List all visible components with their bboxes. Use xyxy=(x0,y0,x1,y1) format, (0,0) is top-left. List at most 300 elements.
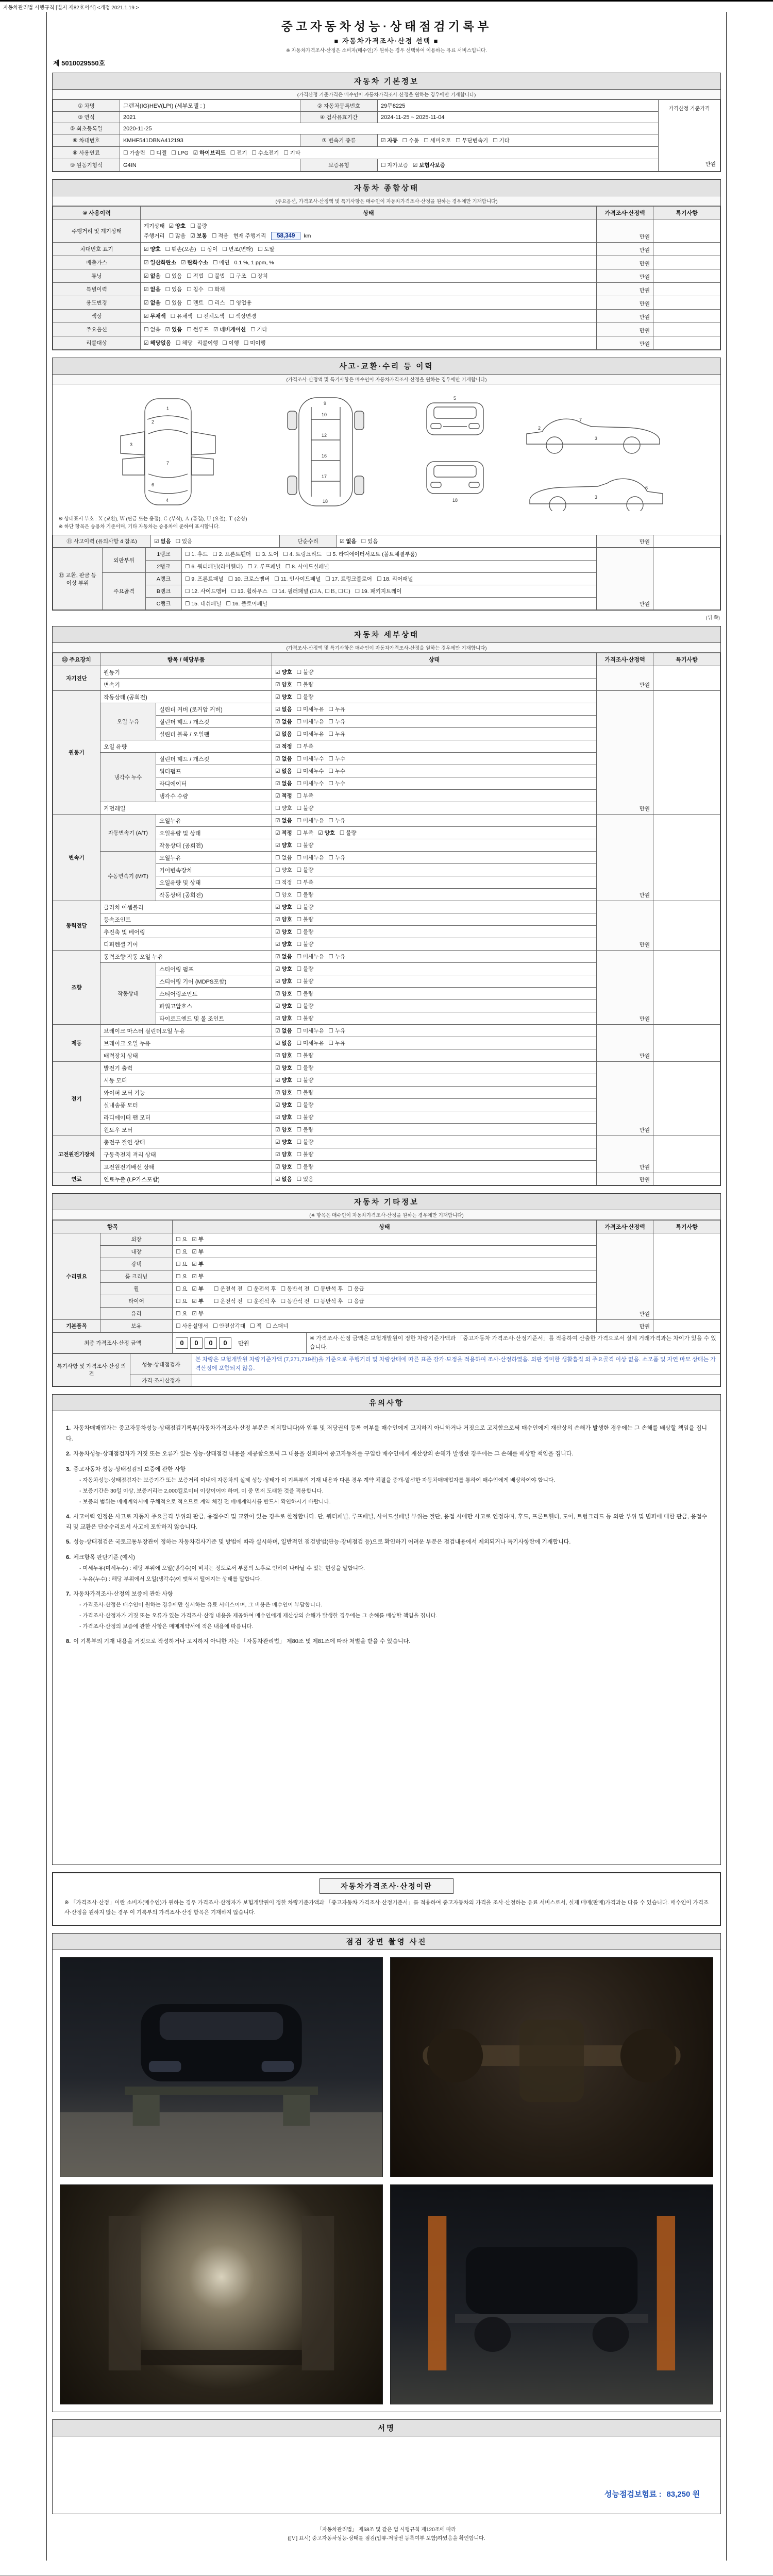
inspection-photo-rear-lift xyxy=(390,2184,713,2404)
checkbox-option[interactable]: ☐ 누수 xyxy=(328,756,346,762)
checkbox-option[interactable]: ☐ 불량 xyxy=(296,966,314,973)
checkbox-option[interactable]: ☐ 안전삼각대 xyxy=(213,1323,246,1330)
checkbox-option[interactable]: ☐ 불량 xyxy=(296,1077,314,1084)
checkbox-option[interactable]: ☐ 19. 패키지트레이 xyxy=(355,588,402,595)
checkbox-group xyxy=(144,246,279,252)
part-state xyxy=(272,815,597,827)
checkbox-option[interactable]: ☐ 불량 xyxy=(296,991,314,997)
checkbox-option[interactable]: ☐ 16. 플로어패널 xyxy=(226,601,267,607)
part-state xyxy=(272,1173,597,1185)
checkbox-option[interactable]: ☐ 불량 xyxy=(296,867,314,874)
checkbox-option[interactable]: ☐ 양호 xyxy=(275,805,292,812)
checkbox-option[interactable]: ☐ 수동 xyxy=(402,138,419,144)
checkbox-option[interactable]: ☐ 불량 xyxy=(296,1065,314,1072)
etc-item-state xyxy=(173,1308,597,1320)
checkbox-option[interactable]: ☐ 누수 xyxy=(328,768,346,775)
state-text: 계기상태 xyxy=(144,223,165,229)
checkbox-group xyxy=(222,340,270,346)
checkbox-option[interactable]: ☐ 불량 xyxy=(296,929,314,936)
checkbox-option[interactable]: ☐ 불량 xyxy=(296,682,314,688)
etc-item-state xyxy=(173,1258,597,1270)
checkbox-option[interactable]: ☐ 영업용 xyxy=(229,300,252,306)
checkbox-option[interactable]: ☐ 양호 xyxy=(275,867,292,874)
checkbox-option[interactable]: ☑ 양호 xyxy=(275,991,292,997)
usage-item-label: 주행거리 및 계기상태 xyxy=(53,219,141,243)
appraiser-remarks-text xyxy=(192,1375,720,1386)
info-box-body: ※ 「가격조사·산정」이란 소비자(매수인)가 원하는 경우 가격조사·산정자가 보험개발원이 정한 차량기준가액과 「중고자동차 가격조사·산정기준서」를 적용하여 중고자동차의 가격을 조사·산정하는 유료 서비스로서, 실제 매매(판매)가격과는 다를 수 있습니다. 매수인이 가격조사·산정을 원하지 않는 경우 이 기록부의 가격조사·산정 항목은 기재하지 않습니다. xyxy=(64,1900,709,1916)
checkbox-option[interactable]: ☐ 리스 xyxy=(208,300,225,306)
checkbox-option[interactable]: ☐ 9. 프론트패널 xyxy=(185,576,224,583)
checkbox-option[interactable]: ☐ 동반석 전 xyxy=(280,1286,310,1293)
checkbox-option[interactable]: ☐ 있음 xyxy=(296,1176,314,1183)
checkbox-option[interactable]: ☐ 불량 xyxy=(296,941,314,948)
svg-text:17: 17 xyxy=(322,474,327,479)
checkbox-option[interactable]: ☑ 없음 xyxy=(144,286,161,293)
checkbox-option[interactable]: ☐ 있음 xyxy=(165,273,182,279)
checkbox-group xyxy=(144,327,187,333)
section-title-accident: 사고·교환·수리 등 이력 xyxy=(53,358,720,375)
checkbox-option[interactable]: ☐ 불량 xyxy=(296,904,314,911)
checkbox-option[interactable]: ☐ 미세누수 xyxy=(296,756,324,762)
checkbox-option[interactable]: ☐ 많음 xyxy=(169,233,186,239)
checkbox-option[interactable]: ☑ 양호 xyxy=(275,1102,292,1109)
checkbox-option[interactable]: ☑ 적정 xyxy=(275,743,292,750)
checkbox-group xyxy=(275,706,350,713)
checkbox-option[interactable]: ☐ 있음 xyxy=(175,538,193,545)
checkbox-option[interactable]: ☐ 썬루프 xyxy=(187,327,209,333)
part-state xyxy=(272,839,597,852)
price-cell: 만원 xyxy=(597,269,653,283)
checkbox-option[interactable]: ☑ 양호 xyxy=(275,842,292,849)
svg-text:2: 2 xyxy=(152,419,155,425)
notice-sub-item: - 보증기간은 30일 이상, 보증거리는 2,000킬로미터 이상이어야 하며, 이 중 먼저 도래한 것을 적용합니다. xyxy=(79,1487,324,1494)
section-detailed-condition xyxy=(52,626,721,1186)
checkbox-option[interactable]: ☐ 있음 xyxy=(361,538,378,545)
checkbox-option[interactable]: ☑ 양호 xyxy=(144,246,161,252)
checkbox-option[interactable]: ☐ 렌트 xyxy=(187,300,204,306)
part-state xyxy=(272,703,597,716)
part-state xyxy=(272,790,597,802)
field-value-model-year: 2021 xyxy=(120,112,300,123)
state-line xyxy=(144,244,593,254)
part-label: 등속조인트 xyxy=(100,913,272,926)
checkbox-option[interactable]: ☐ 색상변경 xyxy=(229,313,257,319)
checkbox-option[interactable]: ☑ 양호 xyxy=(275,1015,292,1022)
checkbox-option[interactable]: ☐ 불량 xyxy=(296,1139,314,1146)
checkbox-option[interactable]: ☐ 있음 xyxy=(165,286,182,293)
checkbox-group xyxy=(275,830,361,836)
checkbox-option[interactable]: ☐ 누유 xyxy=(328,731,346,738)
checkbox-option[interactable]: ☐ 불량 xyxy=(296,1164,314,1171)
checkbox-option[interactable]: ☐ 14. 필러패널 (☐Ａ, ☐Ｂ, ☐Ｃ) xyxy=(272,588,350,595)
checkbox-option[interactable]: ☐ 불량 xyxy=(296,917,314,923)
checkbox-option[interactable]: ☐ 적음 xyxy=(211,233,229,239)
checkbox-option[interactable]: ☐ 6. 쿼터패널(리어휀더) xyxy=(185,564,243,570)
checkbox-option[interactable]: ☑ 부 xyxy=(192,1261,204,1268)
svg-text:2: 2 xyxy=(538,426,541,431)
svg-text:12: 12 xyxy=(322,433,327,438)
checkbox-option[interactable]: ☐ 있음 xyxy=(165,300,182,306)
checkbox-option[interactable]: ☐ 누유 xyxy=(328,855,346,861)
device-group-label: 원동기 xyxy=(53,691,100,815)
field-value-vin: KMHF541DBNA412193 xyxy=(120,134,300,147)
usage-item-state xyxy=(141,310,597,323)
checkbox-option[interactable]: ☑ 탄화수소 xyxy=(181,260,208,266)
checkbox-option[interactable]: ☐ 미세누유 xyxy=(296,1028,324,1035)
checkbox-option[interactable]: ☐ 누유 xyxy=(328,706,346,713)
svg-text:7: 7 xyxy=(579,417,582,422)
checkbox-option[interactable]: ☑ 없음 xyxy=(275,768,292,775)
checkbox-option[interactable]: ☐ 불량 xyxy=(296,1151,314,1158)
checkbox-option[interactable]: ☑ 양호 xyxy=(275,1065,292,1072)
checkbox-option[interactable]: ☑ 양호 xyxy=(275,1053,292,1059)
remark-cell xyxy=(653,323,720,336)
checkbox-option[interactable]: ☐ 침수 xyxy=(187,286,204,293)
checkbox-option[interactable]: ☐ 요 xyxy=(176,1298,188,1305)
checkbox-option[interactable]: ☐ 변조(변타) xyxy=(222,246,254,252)
checkbox-option[interactable]: ☑ 양호 xyxy=(275,1139,292,1146)
checkbox-option[interactable]: ☑ 없음 xyxy=(275,818,292,824)
checkbox-option[interactable]: ☐ 누유 xyxy=(328,1028,346,1035)
checkbox-option[interactable]: ☑ 양호 xyxy=(275,1114,292,1121)
part-state xyxy=(272,1161,597,1173)
part-label: 라디에이터 xyxy=(156,777,272,790)
checkbox-option[interactable]: ☐ 응급 xyxy=(347,1298,364,1305)
checkbox-option[interactable]: ☑ 보통 xyxy=(190,233,207,239)
checkbox-option[interactable]: ☐ 미세누유 xyxy=(296,818,324,824)
remark-cell xyxy=(653,535,720,548)
checkbox-option[interactable]: ☑ 보험사보증 xyxy=(412,162,445,168)
notice-number: 5. xyxy=(66,1539,71,1546)
checkbox-option[interactable]: ☐ 미세누유 xyxy=(296,731,324,738)
column-device: ⑬ 주요장치 xyxy=(53,653,100,666)
remark-cell xyxy=(653,815,720,901)
notice-text: 자동차가격조사·산정의 보증에 관한 사항 xyxy=(73,1590,173,1597)
checkbox-option[interactable]: ☐ 사용설명서 xyxy=(176,1323,209,1330)
signature-area[interactable] xyxy=(53,2436,720,2514)
checkbox-option[interactable]: ☑ 없음 xyxy=(275,954,292,960)
checkbox-option[interactable]: ☑ 하이브리드 xyxy=(193,150,226,156)
checkbox-group xyxy=(275,892,318,898)
price-cell: 만원 xyxy=(597,1320,653,1332)
checkbox-option[interactable]: ☑ 양호 xyxy=(275,966,292,973)
checkbox-option[interactable]: ☐ 이행 xyxy=(222,340,239,346)
checkbox-option[interactable]: ☑ 양호 xyxy=(275,941,292,948)
checkbox-option[interactable]: ☑ 해당없음 xyxy=(144,340,171,346)
remark-cell xyxy=(653,1136,720,1173)
checkbox-option[interactable]: ☐ 2. 프론트휀더 xyxy=(212,551,251,558)
checkbox-option[interactable]: ☑ 일산화탄소 xyxy=(144,260,177,266)
remark-cell xyxy=(653,296,720,310)
checkbox-option[interactable]: ☐ 8. 사이드실패널 xyxy=(285,564,329,570)
field-value-car-name: 그랜저(IG)HEV(LPI) (세부모델 : ) xyxy=(120,100,300,112)
sub-group-label: 자동변속기 (A/T) xyxy=(100,815,156,852)
inspector-remarks-text: 본 차량은 보험개발원 차량기준가액 (7,271,719원)을 기준으로 주행거리 및 차량상태에 따른 표준 감가·보정을 적용하여 조사·산정하였음. 외판 경미한 생활흠집 외 주요골격 이상 없음. 소모품 및 자연 마모 상태는 가격산정에 포함되지 않음. xyxy=(192,1354,720,1375)
checkbox-option[interactable]: ☑ 없음 xyxy=(275,706,292,713)
checkbox-option[interactable]: ☑ 양호 xyxy=(275,1127,292,1133)
checkbox-option[interactable]: ☐ 운전석 전 xyxy=(213,1286,243,1293)
remarks-section-label: 특기사항 및 가격조사·산정 의견 xyxy=(53,1354,130,1386)
checkbox-option[interactable]: ☐ 가솔린 xyxy=(123,150,145,156)
checkbox-option[interactable]: ☐ 미세누수 xyxy=(296,781,324,787)
checkbox-option[interactable]: ☐ 해당 xyxy=(175,340,193,346)
checkbox-option[interactable]: ☐ 운전석 전 xyxy=(213,1298,243,1305)
checkbox-option[interactable]: ☑ 양호 xyxy=(275,1164,292,1171)
checkbox-group xyxy=(176,1311,208,1317)
checkbox-option[interactable]: ☐ 10. 크로스멤버 xyxy=(228,576,270,583)
checkbox-option[interactable]: ☐ 누유 xyxy=(328,719,346,725)
checkbox-option[interactable]: ☑ 없음 xyxy=(275,1176,292,1183)
checkbox-group xyxy=(185,551,422,557)
part-state xyxy=(272,864,597,876)
checkbox-option[interactable]: ☑ 양호 xyxy=(275,682,292,688)
checkbox-option[interactable]: ☐ 13. 휠하우스 xyxy=(231,588,267,595)
part-state xyxy=(272,1037,597,1049)
checkbox-option[interactable]: ☐ 기타 xyxy=(283,150,300,156)
checkbox-option[interactable]: ☑ 없음 xyxy=(275,1040,292,1047)
checkbox-option[interactable]: ☑ 양호 xyxy=(169,223,186,229)
checkbox-option[interactable]: ☐ 없음 xyxy=(144,327,161,333)
checkbox-option[interactable]: ☐ 장치 xyxy=(251,273,268,279)
checkbox-option[interactable]: ☐ 미세누유 xyxy=(296,1040,324,1047)
checkbox-option[interactable]: ☑ 부 xyxy=(192,1236,204,1243)
checkbox-group xyxy=(187,286,229,293)
part-label: 냉각수 수량 xyxy=(156,790,272,802)
checkbox-option[interactable]: ☐ 운전석 후 xyxy=(247,1298,276,1305)
checkbox-option[interactable]: ☐ 미세누유 xyxy=(296,954,324,960)
checkbox-option[interactable]: ☐ 기타 xyxy=(493,138,510,144)
checkbox-option[interactable]: ☐ 요 xyxy=(176,1261,188,1268)
checkbox-option[interactable]: ☐ 전체도색 xyxy=(197,313,225,319)
accident-history-table xyxy=(53,535,720,548)
column-state: 상태 xyxy=(141,207,597,219)
checkbox-option[interactable]: ☑ 양호 xyxy=(318,830,335,837)
remark-cell xyxy=(653,269,720,283)
checkbox-group xyxy=(169,233,233,239)
checkbox-option[interactable]: ☐ 미이행 xyxy=(243,340,266,346)
checkbox-option[interactable]: ☐ 적정 xyxy=(275,879,292,886)
checkbox-option[interactable]: ☐ 누유 xyxy=(328,1040,346,1047)
usage-item-state xyxy=(141,256,597,269)
checkbox-option[interactable]: ☐ 불량 xyxy=(296,669,314,676)
checkbox-option[interactable]: ☐ 양호 xyxy=(275,892,292,899)
checkbox-option[interactable]: ☐ 상이 xyxy=(200,246,218,252)
checkbox-option[interactable]: ☐ 미세누유 xyxy=(296,719,324,725)
checkbox-option[interactable]: ☐ 17. 트렁크플로어 xyxy=(325,576,372,583)
checkbox-group xyxy=(144,260,234,266)
checkbox-option[interactable]: ☐ 요 xyxy=(176,1311,188,1317)
amount-digit-boxes xyxy=(176,1338,233,1347)
checkbox-option[interactable]: ☑ 적정 xyxy=(275,793,292,800)
part-label: 스티어링 펌프 xyxy=(156,963,272,975)
part-label: 브레이크 오일 누유 xyxy=(100,1037,272,1049)
checkbox-option[interactable]: ☐ 미세누유 xyxy=(296,706,324,713)
checkbox-option[interactable]: ☐ 불량 xyxy=(296,1090,314,1096)
final-price-amount xyxy=(173,1333,307,1353)
checkbox-option[interactable]: ☐ 3. 도어 xyxy=(256,551,279,558)
device-group-label: 고전원전기장치 xyxy=(53,1136,100,1173)
checkbox-option[interactable]: ☐ 불량 xyxy=(296,1053,314,1059)
checkbox-option[interactable]: ☐ 유채색 xyxy=(170,313,193,319)
checkbox-option[interactable]: ☐ 불량 xyxy=(296,1102,314,1109)
checkbox-option[interactable]: ☐ 도말 xyxy=(258,246,275,252)
checkbox-option[interactable]: ☐ 불량 xyxy=(296,1114,314,1121)
checkbox-option[interactable]: ☑ 양호 xyxy=(275,1090,292,1096)
checkbox-option[interactable]: ☐ 잭 xyxy=(250,1323,262,1330)
checkbox-option[interactable]: ☐ 불량 xyxy=(296,978,314,985)
checkbox-option[interactable]: ☐ 동반석 후 xyxy=(314,1286,343,1293)
checkbox-group xyxy=(176,1236,208,1243)
checkbox-option[interactable]: ☐ 요 xyxy=(176,1286,188,1293)
checkbox-option[interactable]: ☐ 불법 xyxy=(208,273,225,279)
checkbox-option[interactable]: ☐ 5. 라디에이터서포트 (볼트체결부품) xyxy=(326,551,417,558)
checkbox-option[interactable]: ☐ 불량 xyxy=(339,830,357,837)
checkbox-option[interactable]: ☑ 양호 xyxy=(275,669,292,676)
checkbox-option[interactable]: ☐ 구조 xyxy=(229,273,247,279)
checkbox-option[interactable]: ☐ 디젤 xyxy=(149,150,167,156)
checkbox-option[interactable]: ☐ 세미오토 xyxy=(424,138,451,144)
checkbox-group xyxy=(275,1114,318,1121)
checkbox-option[interactable]: ☑ 부 xyxy=(192,1311,204,1317)
checkbox-option[interactable]: ☐ 12. 사이드멤버 xyxy=(185,588,227,595)
checkbox-option[interactable]: ☑ 양호 xyxy=(275,1077,292,1084)
checkbox-option[interactable]: ☑ 없음 xyxy=(275,756,292,762)
part-state xyxy=(272,679,597,691)
checkbox-option[interactable]: ☑ 네비게이션 xyxy=(213,327,246,333)
checkbox-option[interactable]: ☑ 없음 xyxy=(144,273,161,279)
checkbox-option[interactable]: ☑ 부 xyxy=(192,1249,204,1256)
checkbox-group xyxy=(275,768,350,774)
field-label-fuel: ⑧ 사용연료 xyxy=(53,147,120,159)
checkbox-option[interactable]: ☐ 요 xyxy=(176,1274,188,1280)
detail-row xyxy=(53,815,720,827)
page-continuation-note: (뒤 쪽) xyxy=(705,615,720,621)
checkbox-option[interactable]: ☑ 없음 xyxy=(275,781,292,787)
checkbox-option[interactable]: ☑ 무채색 xyxy=(144,313,166,319)
checkbox-option[interactable]: ☐ 적법 xyxy=(187,273,204,279)
checkbox-option[interactable]: ☐ 부족 xyxy=(296,879,314,886)
checkbox-option[interactable]: ☐ 요 xyxy=(176,1236,188,1243)
price-cell: 만원 xyxy=(597,283,653,296)
inspection-insurance-fee xyxy=(604,2488,700,2499)
usage-history-row xyxy=(53,219,720,243)
checkbox-option[interactable]: ☐ 불량 xyxy=(296,1003,314,1010)
checkbox-option[interactable]: ☑ 없음 xyxy=(340,538,357,545)
checkbox-option[interactable]: ☐ 응급 xyxy=(347,1286,364,1293)
checkbox-option[interactable]: ☐ 1. 후드 xyxy=(185,551,208,558)
state-text: 주행거리 xyxy=(144,233,165,239)
column-remark: 특기사항 xyxy=(653,653,720,666)
checkbox-option[interactable]: ☐ 불량 xyxy=(296,1127,314,1133)
checkbox-option[interactable]: ☐ 없음 xyxy=(275,855,292,861)
checkbox-group xyxy=(275,1151,318,1158)
checkbox-option[interactable]: ☑ 부 xyxy=(192,1286,204,1293)
part-state xyxy=(272,988,597,1000)
checkbox-option[interactable]: ☐ 자가보증 xyxy=(381,162,408,168)
checkbox-option[interactable]: ☐ 불량 xyxy=(296,805,314,812)
checkbox-option[interactable]: ☑ 없음 xyxy=(275,1028,292,1035)
checkbox-option[interactable]: ☐ 수소전기 xyxy=(251,150,279,156)
checkbox-option[interactable]: ☐ 미세누유 xyxy=(296,855,324,861)
checkbox-option[interactable]: ☑ 있음 xyxy=(165,327,182,333)
checkbox-option[interactable]: ☐ 매연 xyxy=(212,260,230,266)
checkbox-option[interactable]: ☐ 미세누수 xyxy=(296,768,324,775)
section-notices xyxy=(52,1394,721,1865)
rank-label: B랭크 xyxy=(146,585,182,598)
checkbox-option[interactable]: ☐ 불량 xyxy=(296,1015,314,1022)
checkbox-option[interactable]: ☐ 18. 리어패널 xyxy=(376,576,413,583)
checkbox-group xyxy=(275,966,318,972)
checkbox-option[interactable]: ☐ 부족 xyxy=(296,793,314,800)
part-state xyxy=(272,1148,597,1161)
checkbox-option[interactable]: ☐ 부족 xyxy=(296,830,314,837)
etc-row xyxy=(53,1320,720,1332)
checkbox-group xyxy=(275,1028,350,1034)
notice-text: 성능·상태점검은 국토교통부장관이 정하는 자동차검사기준 및 방법에 따라 실시하며, 일반적인 점검방법(관능·장비점검 등)으로 확인하기 어려운 부분은 점검내용에서 제외되거나 특기사항란에 기재합니다. xyxy=(73,1539,571,1546)
field-value-inspection-period: 2024-11-25 ~ 2025-11-04 xyxy=(378,112,659,123)
checkbox-option[interactable]: ☐ 무단변속기 xyxy=(456,138,489,144)
checkbox-option[interactable]: ☐ 불량 xyxy=(296,892,314,899)
checkbox-option[interactable]: ☐ 스패너 xyxy=(266,1323,289,1330)
checkbox-option[interactable]: ☑ 양호 xyxy=(275,978,292,985)
section-note-etc: (※ 항목은 매수인이 자동차가격조사·산정을 원하는 경우에만 기재합니다) xyxy=(53,1210,720,1220)
usage-item-state xyxy=(141,269,597,283)
checkbox-option[interactable]: ☐ 동반석 후 xyxy=(314,1298,343,1305)
checkbox-option[interactable]: ☑ 없음 xyxy=(275,719,292,725)
checkbox-option[interactable]: ☑ 없음 xyxy=(275,731,292,738)
appraiser-remarks-label: 가격·조사산정자 xyxy=(130,1375,192,1386)
checkbox-option[interactable]: ☐ 운전석 후 xyxy=(247,1286,276,1293)
checkbox-option[interactable]: ☐ 4. 트렁크리드 xyxy=(283,551,322,558)
checkbox-option[interactable]: ☑ 부 xyxy=(192,1298,204,1305)
checkbox-option[interactable]: ☑ 양호 xyxy=(275,1003,292,1010)
etc-row xyxy=(53,1233,720,1246)
checkbox-option[interactable]: ☐ 불량 xyxy=(296,694,314,701)
checkbox-option[interactable]: ☐ 불량 xyxy=(190,223,207,229)
detail-row xyxy=(53,1062,720,1074)
checkbox-option[interactable]: ☐ 부족 xyxy=(296,743,314,750)
checkbox-option[interactable]: ☑ 적정 xyxy=(275,830,292,837)
checkbox-option[interactable]: ☐ 11. 인사이드패널 xyxy=(274,576,321,583)
checkbox-option[interactable]: ☑ 자동 xyxy=(381,138,398,144)
checkbox-option[interactable]: ☐ 누유 xyxy=(328,818,346,824)
part-label: 실린더 헤드 / 개스킷 xyxy=(156,753,272,765)
checkbox-option[interactable]: ☑ 양호 xyxy=(275,917,292,923)
checkbox-option[interactable]: ☐ 누유 xyxy=(328,954,346,960)
checkbox-option[interactable]: ☑ 부 xyxy=(192,1274,204,1280)
checkbox-option[interactable]: ☐ LPG xyxy=(171,150,189,156)
checkbox-option[interactable]: ☐ 7. 루프패널 xyxy=(247,564,281,570)
notice-sub-item: - 누유(누수) : 해당 부위에서 오일(냉각수)이 맺혀서 떨어지는 상태를 말합니다. xyxy=(79,1575,262,1582)
checkbox-option[interactable]: ☑ 양호 xyxy=(275,929,292,936)
checkbox-option[interactable]: ☑ 없음 xyxy=(154,538,171,545)
checkbox-option[interactable]: ☑ 없음 xyxy=(144,300,161,306)
checkbox-option[interactable]: ☐ 기타 xyxy=(250,327,267,333)
checkbox-option[interactable]: ☐ 15. 대쉬패널 xyxy=(185,601,222,607)
checkbox-option[interactable]: ☐ 요 xyxy=(176,1249,188,1256)
checkbox-option[interactable]: ☑ 양호 xyxy=(275,1151,292,1158)
checkbox-group xyxy=(275,731,350,737)
checkbox-option[interactable]: ☐ 불량 xyxy=(296,842,314,849)
checkbox-option[interactable]: ☐ 동반석 전 xyxy=(280,1298,310,1305)
checkbox-option[interactable]: ☐ 누수 xyxy=(328,781,346,787)
checkbox-option[interactable]: ☑ 양호 xyxy=(275,694,292,701)
checkbox-option[interactable]: ☐ 전기 xyxy=(230,150,247,156)
checkbox-option[interactable]: ☐ 훼손(오손) xyxy=(165,246,196,252)
checkbox-group xyxy=(275,991,318,997)
checkbox-option[interactable]: ☐ 화재 xyxy=(208,286,225,293)
checkbox-option[interactable]: ☑ 양호 xyxy=(275,904,292,911)
